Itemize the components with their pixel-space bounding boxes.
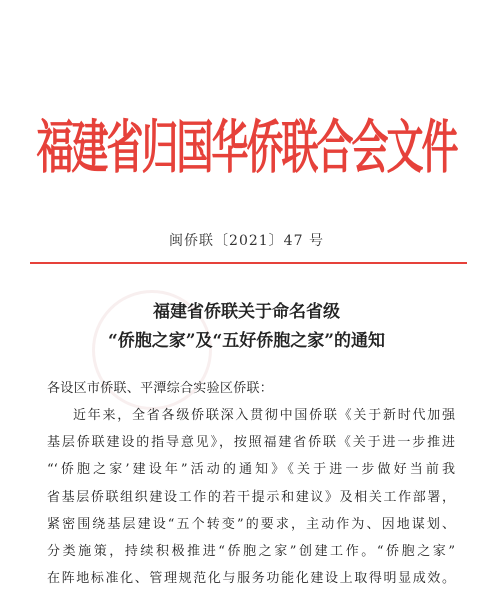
document-masthead: 福建省归国华侨联合会文件 — [36, 112, 457, 182]
notice-title-line-2: “侨胞之家”及“五好侨胞之家”的通知 — [107, 331, 386, 351]
body-text-line: 在阵地标准化、管理规范化与服务功能化建设上取得明显成效。 — [47, 571, 455, 586]
body-text-line: 分类施策，持续积极推进“侨胞之家”创建工作。“侨胞之家” — [47, 544, 455, 559]
document-number: 闽侨联〔2021〕47 号 — [169, 233, 324, 249]
body-text-line: 基层侨联建设的指导意见》，按照福建省侨联《关于进一步推进 — [47, 435, 455, 450]
red-divider-line — [30, 262, 467, 264]
notice-title-line-1: 福建省侨联关于命名省级 — [153, 302, 340, 322]
body-text-line: “‘侨胞之家’建设年”活动的通知》《关于进一步做好当前我 — [47, 462, 455, 477]
body-text-line: 近年来，全省各级侨联深入贯彻中国侨联《关于新时代加强 — [73, 408, 455, 423]
addressee-line: 各设区市侨联、平潭综合实验区侨联： — [47, 381, 274, 396]
body-text-line: 省基层侨联组织建设工作的若干提示和建议》及相关工作部署， — [47, 490, 455, 505]
body-text-line: 紧密围绕基层建设“五个转变”的要求，主动作为、因地谋划、 — [47, 517, 455, 532]
